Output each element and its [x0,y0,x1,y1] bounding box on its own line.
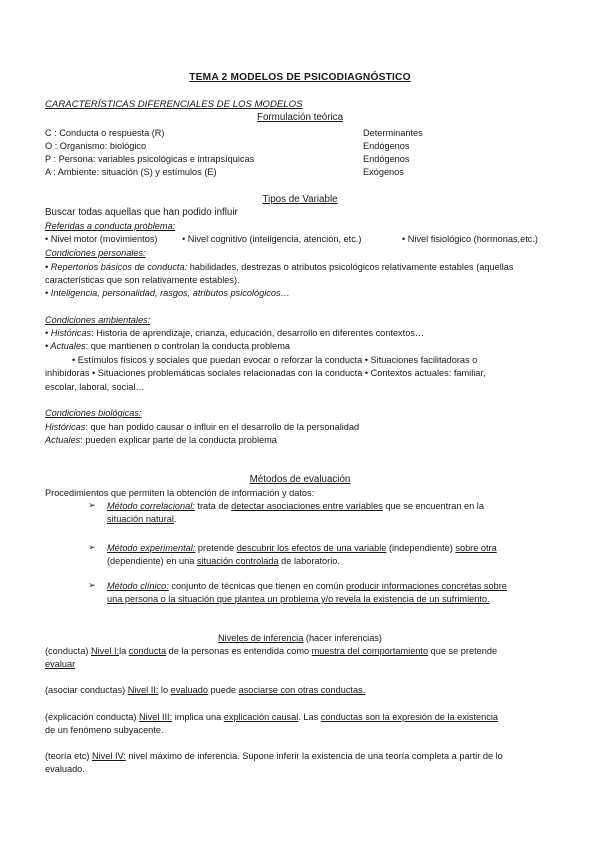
formulacion-heading: Formulación teórica [256,112,344,123]
arrow-bullet-icon: ➢ [88,580,96,590]
arrow-bullet-icon: ➢ [88,542,96,552]
nivel-1: (conducta) Nivel I:la conducta de la personas es entendida como muestra del comportamiento que se pretende evaluar [45,646,498,669]
ambientales-actuales: • Actuales: que mantienen o controlan la conducta problema [45,341,290,351]
ambientales-line-3: • Estímulos físicos y sociales que puedan evocar o reforzar la conducta • Situaciones facilitadoras o [72,355,478,365]
model-row-c-determinant: Determinantes [363,128,423,138]
problema-heading: Referidas a conducta problema: [45,221,176,231]
metodo-experimental: Método experimental: pretende descubrir los efectos de una variable (independiente) sobre otra (dependiente) en una situación controlada de laboratorio. [107,543,497,566]
model-row-a-determinant: Exógenos [363,167,404,177]
personales-line-2: características que son relativamente estables). [45,275,240,285]
nivel-3: (explicación conducta) Nivel III: implica una explicación causal. Las conductas son la expresión de la existencia de un fenómeno subyacente. [45,712,499,735]
biologicas-heading: Condiciones biológicas: [45,408,142,418]
metodos-heading: Métodos de evaluación [249,474,351,485]
caracteristicas-heading: CARACTERÍSTICAS DIFERENCIALES DE LOS MODELOS [45,99,303,110]
problema-item-fisiologico: • Nivel fisiológico (hormonas,etc.) [402,234,538,244]
metodos-intro: Procedimientos que permiten la obtención de información y datos: [45,488,315,498]
ambientales-line-5: escolar, laboral, social… [45,382,145,392]
nivel-2: (asociar conductas) Nivel II: lo evaluado puede asociarse con otras conductas. [45,685,366,695]
arrow-bullet-icon: ➢ [88,500,96,510]
problema-item-cognitivo: • Nivel cognitivo (inteligencia, atención, etc.) [182,234,362,244]
model-row-p: P : Persona: variables psicológicas e intrapsíquicas [45,154,255,164]
biologicas-historicas: Históricas: que han podido causar o influir en el desarrollo de la personalidad [45,422,360,432]
ambientales-line-4: inhibidoras • Situaciones problemáticas sociales relacionadas con la conducta • Contextos actuales: familiar, [45,368,486,378]
personales-line-1: • Repertorios básicos de conducta: habilidades, destrezas o atributos psicológicos relativamente estables (aquellas [45,262,514,272]
model-row-a: A : Ambiente: situación (S) y estímulos (E) [45,167,217,177]
ambientales-heading: Condiciones ambientales: [45,315,151,325]
ambientales-historicas: • Históricas: Historia de aprendizaje, crianza, educación, desarrollo en diferentes contextos… [45,328,425,338]
niveles-heading: Niveles de inferencia (hacer inferencias) [218,633,382,643]
model-row-p-determinant: Endógenos [363,154,410,164]
document-title: TEMA 2 MODELOS DE PSICODIAGNÓSTICO [189,72,411,83]
biologicas-actuales: Actuales: pueden explicar parte de la conducta problema [45,435,277,445]
model-row-o-determinant: Endógenos [363,141,410,151]
variables-heading: Tipos de Variable [262,194,338,205]
nivel-4: (teoría etc) Nivel IV: nivel máximo de inferencia. Supone inferir la existencia de una teoría completa a partir de lo evaluado. [45,751,503,774]
problema-item-motor: • Nivel motor (movimientos) [45,234,158,244]
personales-line-3: • Inteligencia, personalidad, rasgos, atributos psicológicos… [45,288,290,298]
metodo-correlacional: Método correlacional: trata de detectar asociaciones entre variables que se encuentran en la situación natural. [107,501,484,524]
personales-heading: Condiciones personales: [45,248,146,258]
variables-intro: Buscar todas aquellas que han podido influir [45,207,238,218]
model-row-o: O : Organismo: biológico [45,141,147,151]
model-row-c: C : Conducta o respuesta (R) [45,128,165,138]
metodo-clinico: Método clínico: conjunto de técnicas que tienen en común producir informaciones concretas sobre una persona o la situación que plantea un problema y/o revela la existencia de un sufrimiento. [107,581,507,604]
